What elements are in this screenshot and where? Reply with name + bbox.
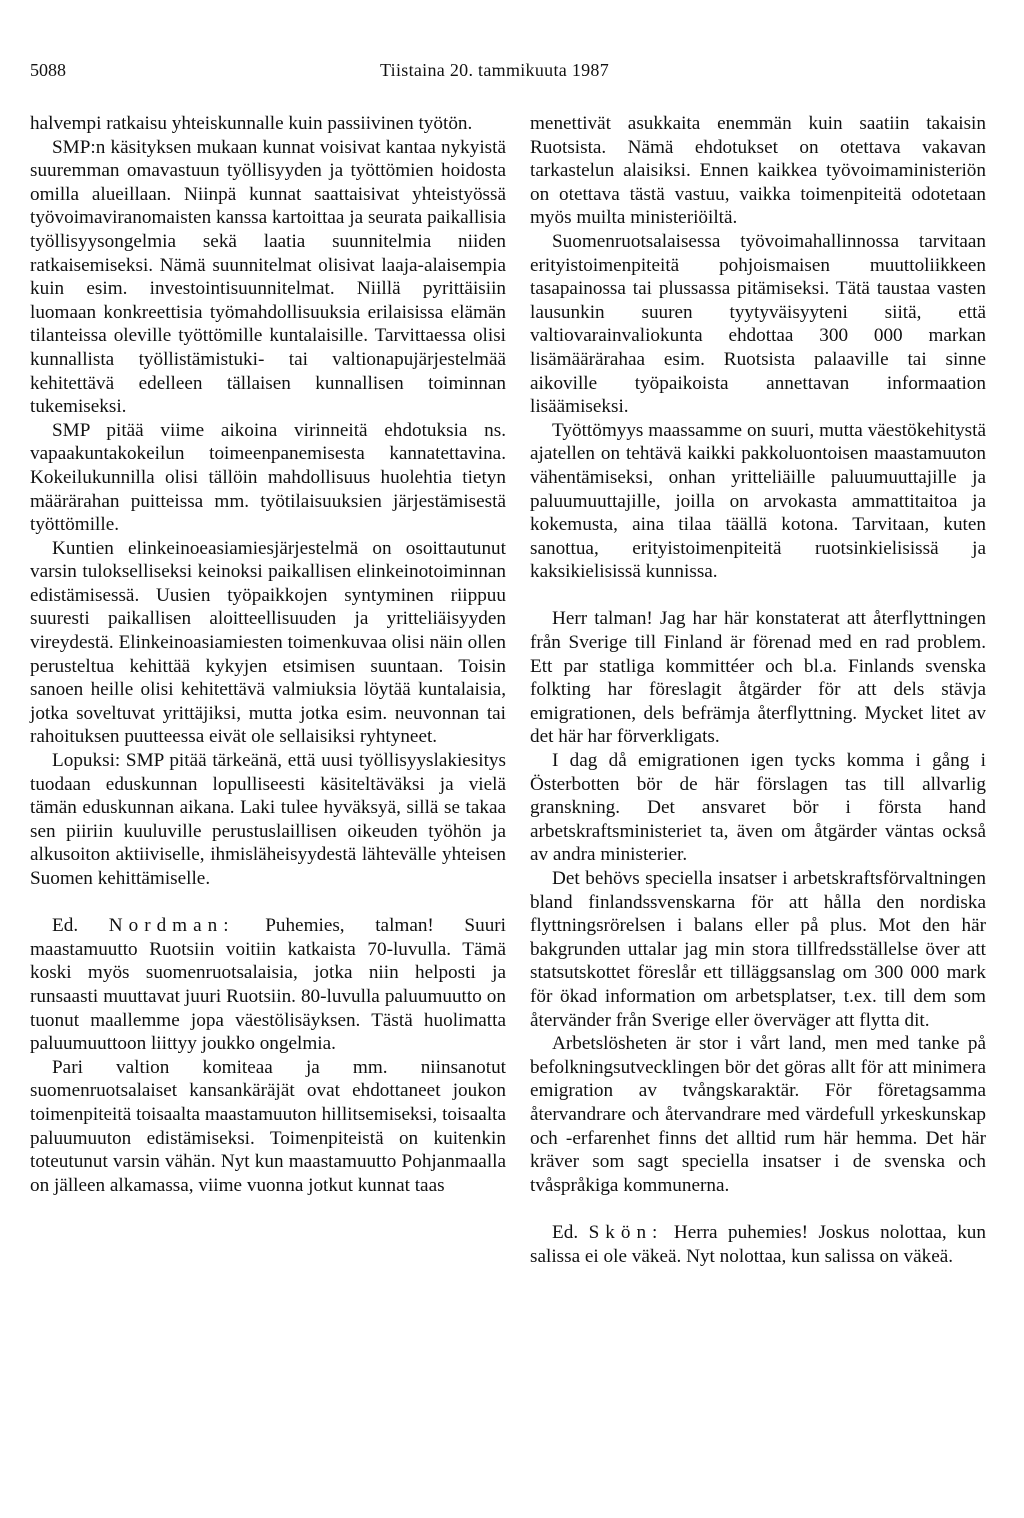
paragraph: Lopuksi: SMP pitää tärkeänä, että uusi työllisyyslakiesitys tuodaan eduskunnan lopulliseesti käsiteltäväksi ja vielä tämän eduskunnan aikana. Laki tulee hyväksyä, sillä se takaa sen piiriin kuuluville perustuslaillisen oikeuden työhön ja alkusoiton aktiiviselle, ihmisläheisyydestä lähtevälle yhteisen Suomen kehittämiselle. [30,750,506,889]
speaker-name: Nordman: [108,915,235,937]
paragraph: Työttömyys maassamme on suuri, mutta väestökehitystä ajatellen on tehtävä kaikki pakkoluontoisen maastamuuton vähentämiseksi, onhan yritteliäille paluumuuttajille ja paluumuuttajille, joilla on arvokasta ammattitaitoa ja kokemusta, aina tilaa täällä kotona. Tarvitaan, kuten sanottua, erityistoimenpiteitä ruotsinkielisissä ja kaksikielisissä kunnissa. [530,419,986,583]
left-column [30,112,506,1197]
speech-text: Puhemies, talman! Suuri maastamuutto Ruotsiin voitiin katkaista 70-luvulla. Tämä koski myös suomenruotsalaisia, jotka niin helposti ja runsaasti muuttavat juuri Ruotsiin. 80-luvulla paluumuutto on tuonut maallemme jopa väestölisäyksen. Tästä huolimatta paluumuuttoon liittyy joukko ongelmia. [30,915,507,1055]
speaker-name: Skön: [588,1221,664,1243]
page-number: 5088 [30,60,66,80]
speaker-paragraph [530,1221,986,1268]
paragraph: SMP pitää viime aikoina virinneitä ehdotuksia ns. vapaakuntakokeilun toimeenpanemisesta kannatettavina. Kokeilukunnilla olisi tällöin mahdollisuus huolehtia tietyn määrärahan puitteissa mm. työtilaisuuksien järjestämisestä työttömille. [30,419,506,536]
paragraph: I dag då emigrationen igen tycks komma i gång i Österbotten bör de här förslagen tas till allvarlig granskning. Det ansvaret bör i första hand arbetskraftsministeriet ta, även om åtgärder väntas också av andra ministerier. [530,750,986,866]
paragraph: Det behövs speciella insatser i arbetskraftsförvaltningen bland finlandssvenskarna för att hålla den nordiska flyttningsrörelsen i balans eller på plus. Mot den här bakgrunden uttalar jag min stora tillfredsställelse över att statsutskottet föreslår ett tilläggsanslag om 300 000 mark för ökad information om arbetsplatser, t.ex. till dem som återvänder från Sverige eller överväger att flytta dit. [530,868,986,1031]
speaker-paragraph [30,914,506,1056]
paragraph: halvempi ratkaisu yhteiskunnalle kuin passiivinen työtön. [30,113,473,134]
paragraph: Arbetslösheten är stor i vårt land, men med tanke på befolkningsutvecklingen bör det göras allt för att minimera emigration av tvångskaraktär. För företagsamma återvandrare och återvandrare med värdefull yrkeskunskap och -erfarenhet finns det alltid rum här hemma. Det här kräver som sagt speciella insatser i de svenska och tvåspråkiga kommunerna. [530,1033,986,1196]
paragraph: Suomenruotsalaisessa työvoimahallinnossa tarvitaan erityistoimenpiteitä pohjoismaisen muuttoliikkeen tasapainossa tai plussassa pitämiseksi. Tätä taustaa vasten lausunkin suuren tyytyväisyyteni siitä, että valtiovarainvaliokunta ehdottaa 300 000 markan lisämäärärahaa esim. Ruotsista palaaville tai sinne aikoville työpaikoista annettavan informaation lisäämiseksi. [530,230,986,418]
speaker-prefix: Ed. [552,1221,579,1243]
paragraph: SMP:n käsityksen mukaan kunnat voisivat kantaa nykyistä suuremman omavastuun työllisyyden ja työttömien hoidosta omilla alueillaan. Niinpä kunnat saattaisivat yhteistyössä työvoimaviranomaisten kanssa kartoittaa ja seurata paikallisia työllisyysongelmia sekä laatia suunnitelmia niiden ratkaisemiseksi. Nämä suunnitelmat olisivat laaja-alaisempia kuin esim. investointisuunnitelmat. Niillä pyrittäisiin luomaan konkreettisia työmahdollisuuksia erilaisissa elämän tilanteissa oleville työttömille kuntalaisille. Tarvittaessa olisi kunnallista työllistämistuki- tai valtionapujärjestelmää kehitettävä edelleen tällaisen kunnallisen toiminnan tukemiseksi. [30,136,506,418]
paragraph: Kuntien elinkeinoeasiamiesjärjestelmä on osoittautunut varsin tulokselliseksi keinoksi paikallisen elinkeinotoiminnan edistämisessä. Uusien työpaikkojen syntyminen riippuu suuresti paikallisen aloitteellisuuden ja yritteliäisyyden vireydestä. Elinkeinoasiamiesten toimenkuvaa olisi näin ollen perusteltua kehittää kykyjen etsimisen suuntaan. Toisin sanoen heille olisi kehitettävä valmiuksia löytää kuntalaisia, jotka soveltuvat yrittäjiksi, mutta jotka esim. neuvonnan tai rahoituksen puutteessa eivät ole sellaisiksi ryhtyneet. [30,537,506,748]
header-date: Tiistaina 20. tammikuuta 1987 [380,60,610,80]
paragraph: Herr talman! Jag har här konstaterat att återflyttningen från Sverige till Finland är förenad med en rad problem. Ett par statliga kommittéer och bl.a. Finlands svenska folkting har föreslagit åtgärder för att dels stävja emigrationen, dels befrämja återflyttning. Mycket litet av det här har förverkligats. [530,608,986,748]
paragraph: Pari valtion komiteaa ja mm. niinsanotut suomenruotsalaiset kansankäräjät ovat ehdottaneet joukon toimenpiteitä toisaalta maastamuuton hillitsemiseksi, toisaalta paluumuuton edistämiseksi. Toimenpiteistä on kuitenkin toteutunut varsin vähän. Nyt kun maastamuutto Pohjanmaalla on jälleen alkamassa, viime vuonna jotkut kunnat taas [30,1056,506,1196]
speech-text: Herra puhemies! Joskus nolottaa, kun salissa ei ole väkeä. Nyt nolottaa, kun salissa on väkeä. [530,1221,986,1267]
page-header [30,60,985,90]
right-column [530,112,986,1268]
speaker-prefix: Ed. [52,915,79,937]
paragraph: menettivät asukkaita enemmän kuin saatiin takaisin Ruotsista. Nämä ehdotukset on otettava vakavan tarkastelun alaisiksi. Ennen kaikkea työvoimaministeriön on otettava tästä vastuu, vaikka toimenpiteitä odotetaan myös muilta ministeriöiltä. [530,113,986,229]
